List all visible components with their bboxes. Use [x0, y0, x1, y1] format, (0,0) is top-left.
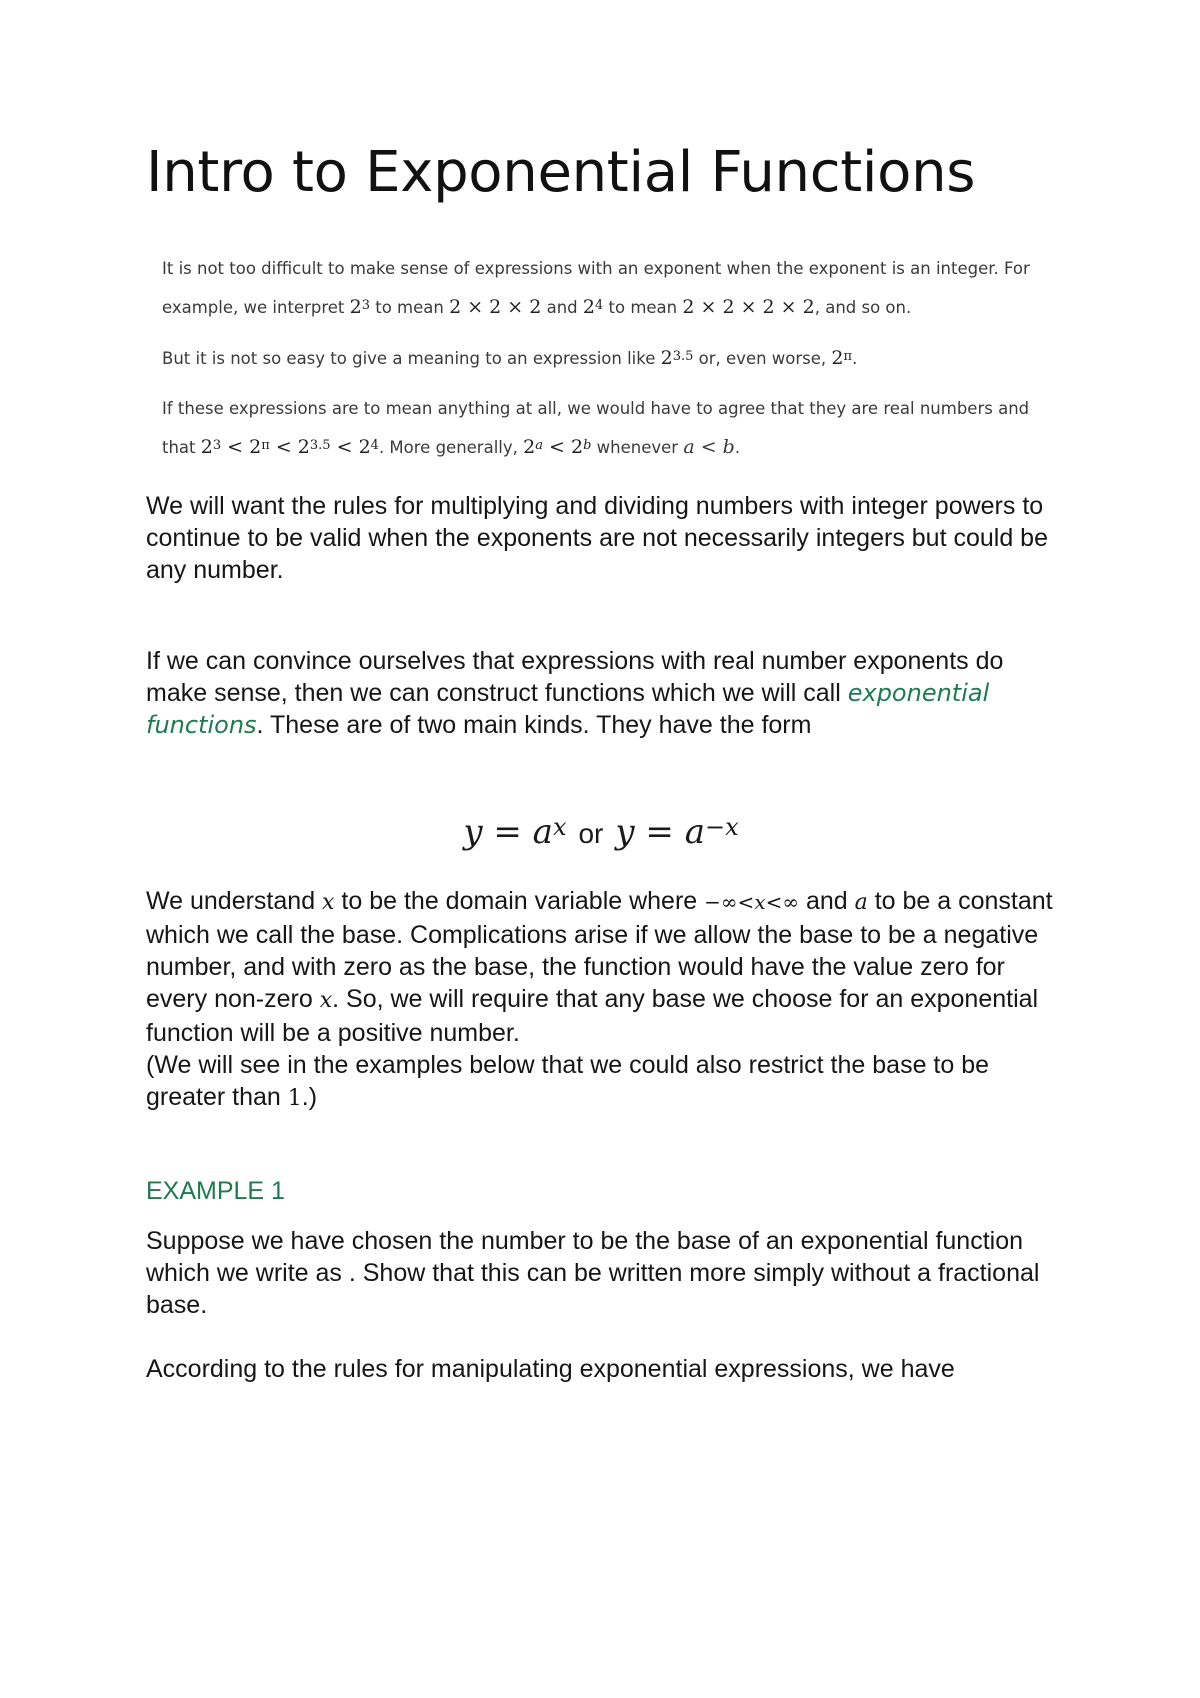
excerpt-text: . — [852, 349, 858, 368]
excerpt-text: or, even worse, — [693, 349, 832, 368]
math-expr: $2^{3.5}$ — [660, 347, 694, 369]
paragraph-domain — [146, 885, 1056, 1115]
math-expr: $2^3$ — [349, 296, 370, 318]
excerpt-text: and — [541, 298, 583, 317]
excerpt-text: to mean — [369, 298, 450, 317]
math-expr: 2 × 2 × 2 × 2 — [682, 296, 815, 318]
math-expr: $2^4$ — [582, 296, 604, 318]
math-number: 1 — [287, 1086, 302, 1111]
term-link: exponential functions — [146, 679, 990, 739]
excerpt-paragraph-1 — [162, 250, 1062, 327]
excerpt-paragraph-2 — [162, 339, 1062, 378]
paragraph-text: (We will see in the examples below that we could also restrict the base to be greater than 1.) — [146, 1051, 990, 1111]
page-title: Intro to Exponential Functions — [146, 140, 976, 205]
excerpt-text: , and so on. — [814, 298, 912, 317]
paragraph-rules — [146, 490, 1056, 586]
formula-left: $y = a^x$ — [463, 812, 567, 852]
math-var: a — [854, 890, 868, 915]
excerpt-text: whenever — [591, 438, 684, 457]
math-expr: a < b — [683, 436, 735, 458]
excerpt-text: If these expressions are to mean anything at all, we would have to agree that they are real numbers and that — [162, 399, 1030, 457]
math-expr: 2 × 2 × 2 — [449, 296, 542, 318]
excerpt-text: to mean — [603, 298, 683, 317]
excerpt-paragraph-3 — [162, 390, 1062, 467]
example-heading: EXAMPLE 1 — [146, 1177, 285, 1205]
math-range: −∞<x<∞ — [704, 890, 800, 914]
formula-right: $y = a^{-x}$ — [615, 812, 739, 852]
excerpt-text: It is not too difficult to make sense of expressions with an exponent when the exponent is an integer. For example, we interpret — [162, 259, 1030, 317]
paragraph-text: We will want the rules for multiplying and dividing numbers with integer powers to continue to be valid when the exponents are not necessarily integers but could be any number. — [146, 492, 1048, 584]
math-expr: $2^3 < 2^\pi < 2^{3.5} < 2^4$ — [200, 436, 379, 458]
formula-or: or — [578, 818, 604, 849]
excerpt-text: But it is not so easy to give a meaning to an expression like — [162, 349, 661, 368]
paragraph-text: If we can convince ourselves that expressions with real number exponents do make sense, then we can construct functions which we will call exponential functions. These are of two main kinds. They have the form — [146, 647, 1004, 739]
paragraph-text: We understand x to be the domain variable where −∞<x<∞ and a to be a constant which we call the base. Complications arise if we allow the base to be a negative number, and with zero as the base, the function would have the value zero for every non-zero x. So, we will require that any base we choose for an exponential function will be a positive number. — [146, 887, 1053, 1047]
paragraph-example — [146, 1225, 1056, 1321]
embedded-excerpt — [162, 250, 1062, 491]
math-expr: $2^a < 2^b$ — [523, 436, 592, 458]
paragraph-convince — [146, 645, 1056, 741]
paragraph-text: According to the rules for manipulating exponential expressions, we have — [146, 1355, 955, 1383]
display-formula — [146, 812, 1056, 852]
math-var: x — [319, 988, 333, 1013]
math-var: x — [322, 890, 335, 915]
excerpt-text: . — [734, 438, 741, 457]
excerpt-text: . More generally, — [378, 438, 524, 457]
math-expr: $2^\pi$ — [831, 347, 853, 369]
paragraph-according — [146, 1353, 1056, 1385]
paragraph-text: Suppose we have chosen the number to be the base of an exponential function which we write as . Show that this can be written more simply without a fractional base. — [146, 1227, 1040, 1319]
